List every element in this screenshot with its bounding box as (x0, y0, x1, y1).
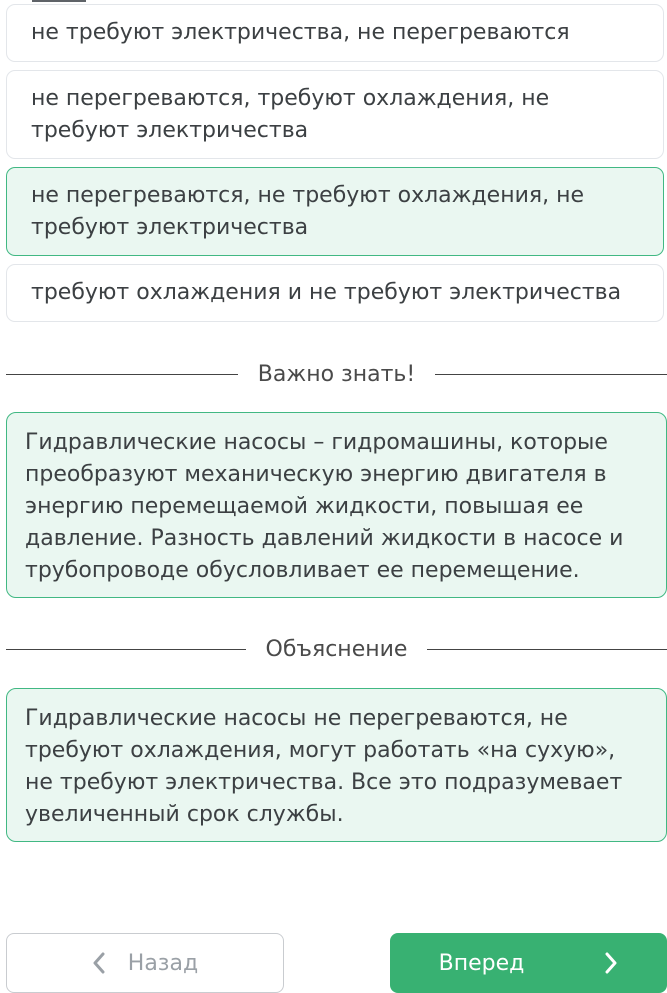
divider-line-left (6, 374, 238, 375)
important-text: Гидравлические насосы – гидромашины, которые преобразуют механическую энергию двигателя в энергию перемещаемой жидкости, повышая ее давление. Разность давлений жидкости в насосе и трубопроводе обусловливает ее перемещение. (25, 430, 624, 583)
back-button[interactable] (6, 933, 284, 993)
answer-option-3-text: не перегреваются, не требуют охлаждения, не требуют электричества (31, 182, 585, 240)
answer-option-2[interactable] (6, 70, 664, 159)
explanation-heading: Объяснение (265, 636, 408, 662)
explanation-box (6, 688, 667, 842)
answer-option-4-text: требуют охлаждения и не требуют электричества (31, 280, 622, 305)
divider-line-left (6, 649, 246, 650)
back-button-label: Назад (127, 950, 199, 976)
divider-line-right (435, 374, 667, 375)
important-box (6, 412, 667, 598)
explanation-divider (6, 635, 667, 663)
answer-option-1[interactable] (6, 4, 664, 62)
answer-option-2-text: не перегреваются, требуют охлаждения, не требуют электричества (31, 85, 550, 143)
important-divider (6, 360, 667, 388)
important-heading: Важно знать! (257, 361, 416, 387)
answer-option-1-text: не требуют электричества, не перегреваются (31, 20, 570, 45)
divider-line-right (427, 649, 667, 650)
explanation-text: Гидравлические насосы не перегреваются, не требуют охлаждения, могут работать «на сухую», не требуют электричества. Все это подразумевает увеличенный срок службы. (25, 706, 623, 827)
next-button[interactable] (390, 933, 667, 993)
chevron-left-icon (92, 952, 106, 974)
next-button-label: Вперед (438, 950, 525, 976)
answer-option-3-correct[interactable] (6, 167, 664, 256)
chevron-right-icon (604, 952, 618, 974)
answer-option-4[interactable] (6, 264, 664, 322)
